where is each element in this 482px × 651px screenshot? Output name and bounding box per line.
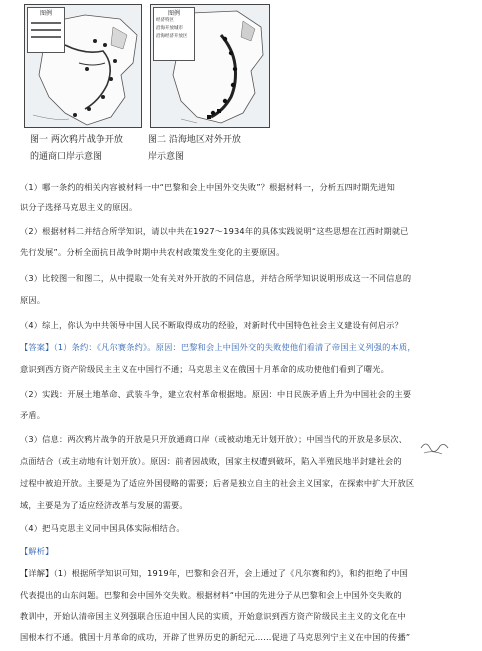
map-2-legend-item: 经济特区 — [156, 18, 174, 23]
coastal-opening-map — [150, 4, 270, 128]
answer-line: （4）把马克思主义同中国具体实际相结合。 — [20, 523, 185, 533]
map-2-legend-title: 图例 — [167, 10, 180, 17]
figure-2-caption-line: 图二 沿海地区对外开放 — [148, 135, 241, 145]
answer-line: 点面结合（或主动地有计划开放）。原因：前者因战败，国家主权遭到破坏，陷入半殖民地半封建社会的 — [20, 456, 402, 466]
answer-line: 过程中被迫开放。主要是为了适应外国侵略的需要；后者是独立自主的社会主义国家，在探索中扩大开放区 — [20, 478, 415, 488]
question-1-line: （1）哪一条约的相关内容被材料一中“巴黎和会上中国外交失败”？根据材料一，分析五四时期先进知 — [20, 182, 395, 192]
answer-line: 域，主要是为了适应经济改革与发展的需要。 — [20, 500, 188, 510]
question-3-line: 原因。 — [20, 295, 46, 305]
question-2-line: 先行发展”。分析全面抗日战争时期中共农村政策发生变化的主要原因。 — [20, 247, 285, 257]
map-2-legend-item: 沿海经济开放区 — [156, 34, 188, 39]
map-1-legend — [27, 7, 65, 53]
figure-2-caption-line: 岸示意图 — [148, 152, 185, 162]
figure-1-caption-line: 的通商口岸示意图 — [30, 152, 103, 162]
figure-1-caption — [30, 132, 140, 166]
figure-1-caption-line: 图一 两次鸦片战争开放 — [30, 135, 123, 145]
map-2-legend — [153, 7, 195, 61]
answer-line: 意识到西方资产阶级民主主义在中国行不通；马克思主义在俄国十月革命的成功使他们看到了曙光。 — [20, 364, 390, 374]
figure-2-caption — [148, 132, 268, 166]
map-1-legend-title: 图例 — [39, 10, 52, 17]
answer-line: 矛盾。 — [20, 410, 46, 420]
question-3-line: （3）比较图一和图二，从中提取一处有关对外开放的不同信息，并结合所学知识说明形成这一不同信息的 — [20, 273, 412, 283]
map-2-legend-item: 沿海开放城市 — [156, 26, 183, 31]
question-4-line: （4）综上，你认为中共领导中国人民不断取得成功的经验，对新时代中国特色社会主义建设有何启示？ — [20, 320, 403, 330]
question-2-line: （2）根据材料二并结合所学知识，请以中共在1927～1934年的具体实践说明“这些思想在江西时期就已 — [20, 226, 409, 236]
question-1-line: 识分子选择马克思主义的原因。 — [20, 202, 138, 212]
explanation-line: 代表提出的山东问题。巴黎和会中国外交失败。根据材料“中国的先进分子从巴黎和会上中国外交失败的 — [20, 590, 402, 600]
analysis-heading: 【解析】 — [20, 546, 54, 556]
handwritten-mark-icon — [418, 436, 452, 458]
explanation-line: 国根本行不通。俄国十月革命的成功，开辟了世界历史的新纪元……促进了马克思列宁主义在中国的传播” — [20, 632, 411, 642]
explanation-line: 教训中，开始认清帝国主义列强联合压迫中国人民的实质，开始意识到西方资产阶级民主主义的文化在中 — [20, 611, 406, 621]
answer-line: 【答案】（1）条约：《凡尔赛条约》。原因：巴黎和会上中国外交的失败使他们看清了帝国主义列强的本质， — [20, 342, 416, 352]
opium-war-ports-map — [24, 4, 142, 128]
answer-line: （3）信息：两次鸦片战争的开放是只开放通商口岸（或被动地无计划开放）；中国当代的开放是多层次、 — [20, 434, 408, 444]
answer-line: （2）实践：开展土地革命、武装斗争，建立农村革命根据地。原因：中日民族矛盾上升为中国社会的主要 — [20, 389, 412, 399]
explanation-line: 【详解】（1）根据所学知识可知，1919年，巴黎和会召开，会上通过了《凡尔赛和约》，和约拒绝了中国 — [20, 568, 408, 578]
